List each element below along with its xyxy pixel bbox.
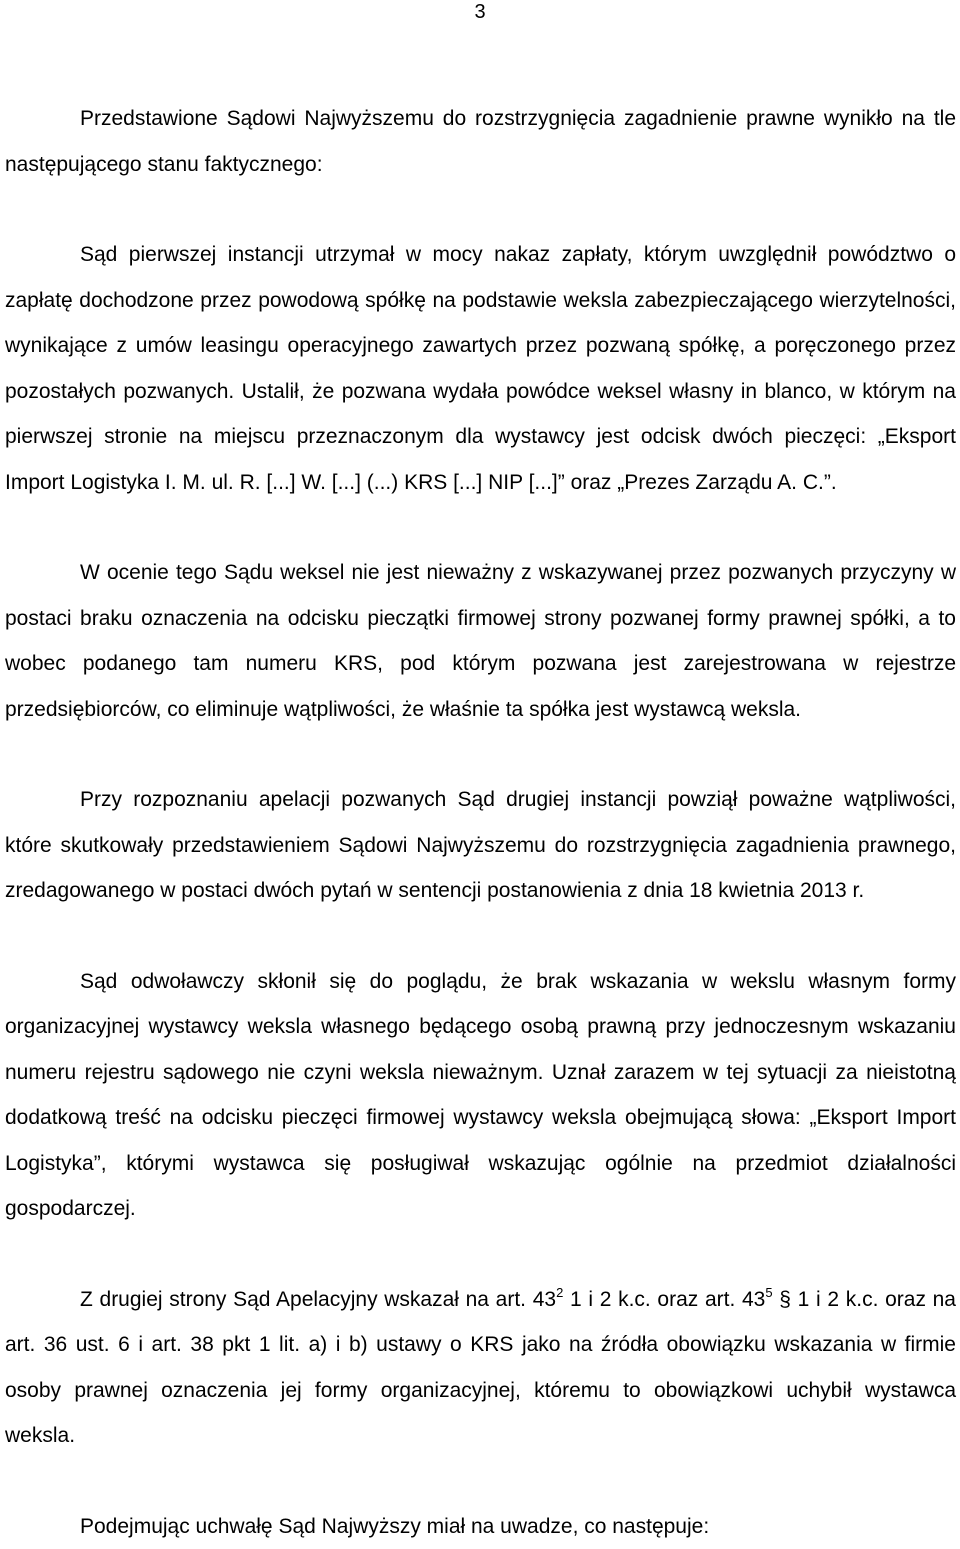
article-superscript-2: 5: [765, 1285, 772, 1300]
paragraph-appellate-view: Sąd odwoławczy skłonił się do poglądu, że brak wskazania w wekslu własnym formy organizacyjnej wystawcy weksla własnego będącego osobą prawną przy jednoczesnym wskazaniu numeru rejestru sądowego nie czyni weksla nieważnym. Uznał zarazem w tej sytuacji za nieistotną dodatkową treść na odcisku pieczęci firmowej wystawcy weksla obejmującą słowa: „Eksport Import Logistyka”, którymi wystawca się posługiwał wskazując ogólnie na przedmiot działalności gospodarczej.: [5, 959, 956, 1232]
paragraph-first-instance-opinion: W ocenie tego Sądu weksel nie jest nieważny z wskazywanej przez pozwanych przyczyny w postaci braku oznaczenia na odcisku pieczątki firmowej strony pozwanej formy prawnej spółki, a to wobec podanego tam numeru KRS, pod którym pozwana jest zarejestrowana w rejestrze przedsiębiorców, co eliminuje wątpliwości, że właśnie ta spółka jest wystawcą weksla.: [5, 550, 956, 732]
paragraph-intro: Przedstawione Sądowi Najwyższemu do rozstrzygnięcia zagadnienie prawne wynikło na tle następującego stanu faktycznego:: [5, 96, 956, 187]
paragraph-facts: Sąd pierwszej instancji utrzymał w mocy nakaz zapłaty, którym uwzględnił powództwo o zapłatę dochodzone przez powodową spółkę na podstawie weksla zabezpieczającego wierzytelności, wynikające z umów leasingu operacyjnego zawartych przez pozwaną spółkę, a poręczonego przez pozostałych pozwanych. Ustalił, że pozwana wydała powódce weksel własny in blanco, w którym na pierwszej stronie na miejscu przeznaczonym dla wystawcy jest odcisk dwóch pieczęci: „Eksport Import Logistyka I. M. ul. R. [...] W. [...] (...) KRS [...] NIP [...]” oraz „Prezes Zarządu A. C.”.: [5, 232, 956, 505]
page-number: 3: [0, 0, 960, 24]
legal-basis-text-1: Z drugiej strony Sąd Apelacyjny wskazał na art. 43: [80, 1288, 556, 1311]
paragraph-appeal-doubts: Przy rozpoznaniu apelacji pozwanych Sąd drugiej instancji powziął poważne wątpliwości, które skutkowały przedstawieniem Sądowi Najwyższemu do rozstrzygnięcia zagadnienia prawnego, zredagowanego w postaci dwóch pytań w sentencji postanowienia z dnia 18 kwietnia 2013 r.: [5, 777, 956, 914]
article-superscript-1: 2: [556, 1285, 563, 1300]
legal-basis-text-3: § 1 i 2 k.c. oraz na art. 36 ust. 6 i art. 38 pkt 1 lit. a) i b) ustawy o KRS jako na źródła obowiązku wskazania w firmie osoby prawnej oznaczenia jej formy organizacyjnej, któremu to obowiązkowi uchybił wystawca weksla.: [5, 1288, 956, 1448]
paragraph-legal-basis: [5, 1277, 956, 1459]
document-body: [5, 96, 956, 1549]
paragraph-supreme-court-considerations: Podejmując uchwałę Sąd Najwyższy miał na uwadze, co następuje:: [5, 1504, 956, 1549]
legal-basis-text-2: 1 i 2 k.c. oraz art. 43: [563, 1288, 765, 1311]
